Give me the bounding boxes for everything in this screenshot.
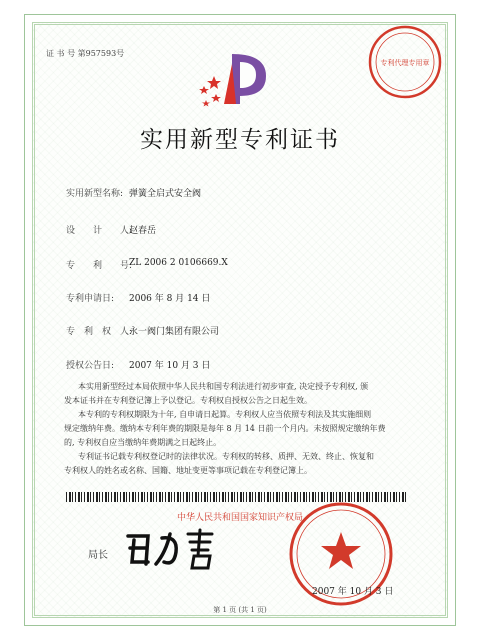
stamp-text: 专利代理专用章 — [380, 59, 430, 67]
field-value-application-date: 2006 年 8 月 14 日 — [129, 294, 211, 304]
body-line-7: 专利权人的姓名或名称、国籍、地址变更等事项记载在专利登记簿上。 — [64, 466, 312, 475]
field-value-name: 弹簧全启式安全阀 — [129, 189, 202, 199]
signature-image — [118, 522, 222, 572]
field-label-patentee: 专 利 权 人: — [66, 327, 133, 337]
field-value-patentee: 永一阀门集团有限公司 — [129, 327, 220, 337]
signature-title: 局长 — [88, 550, 108, 561]
body-line-4: 规定缴纳年费。缴纳本专利年费的期限是每年 8 月 14 日前一个月内。未按照规定缴纳年费 — [64, 424, 386, 433]
page-footer: 第 1 页 (共 1 页) — [213, 606, 267, 614]
agency-stamp-icon — [365, 22, 445, 102]
certificate-number: 证 书 号 第957593号 — [46, 49, 125, 58]
field-value-designer: 赵春岳 — [129, 226, 157, 236]
field-label-application-date: 专利申请日: — [66, 294, 115, 304]
seal-date: 2007 年 10 月 3 日 — [312, 587, 394, 597]
body-line-5: 的, 专利权自应当缴纳年费期满之日起终止。 — [64, 438, 222, 447]
field-label-patent-no: 专 利 号: — [66, 261, 133, 271]
field-label-designer: 设 计 人: — [66, 226, 133, 236]
field-label-grant-date: 授权公告日: — [66, 361, 115, 371]
field-value-grant-date: 2007 年 10 月 3 日 — [129, 361, 211, 371]
body-line-1: 本实用新型经过本局依照中华人民共和国专利法进行初步审查, 决定授予专利权, 颁 — [78, 382, 369, 391]
body-line-2: 发本证书并在专利登记簿上予以登记。专利权自授权公告之日起生效。 — [64, 396, 312, 405]
cnipa-logo-icon — [196, 46, 278, 108]
seal-org-name: 中华人民共和国国家知识产权局 — [176, 513, 303, 523]
page-title: 实用新型专利证书 — [140, 127, 340, 153]
body-line-6: 专利证书记载专利权登记时的法律状况。专利权的转移、质押、无效、终止、恢复和 — [78, 452, 374, 461]
field-label-name: 实用新型名称: — [66, 189, 124, 199]
body-line-3: 本专利的专利权期限为十年, 自申请日起算。专利权人应当依照专利法及其实施细则 — [78, 410, 372, 419]
field-value-patent-no: ZL 2006 2 0106669.X — [129, 258, 228, 268]
